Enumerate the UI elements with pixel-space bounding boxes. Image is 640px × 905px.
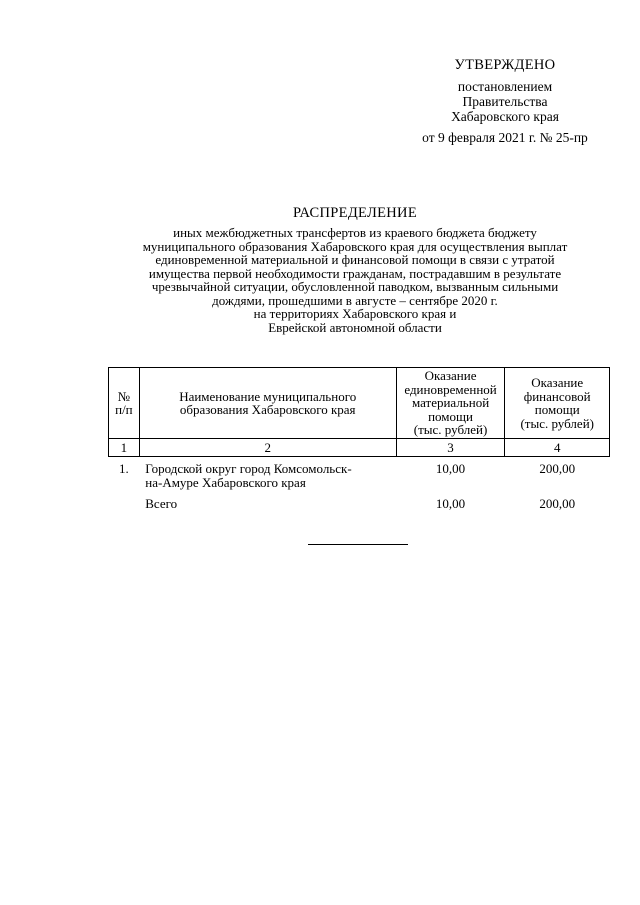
end-rule — [308, 544, 408, 545]
header-text: № — [117, 388, 131, 404]
description-line: имущества первой необходимости гражданам, пострадавшим в результате — [148, 265, 562, 281]
header-text: (тыс. рублей) — [520, 415, 594, 431]
header-text: материальной — [411, 395, 490, 411]
approval-line: Хабаровского края — [451, 109, 559, 124]
description-line: муниципального образования Хабаровского края для осуществления выплат — [142, 238, 568, 254]
approval-stamp: УТВЕРЖДЕНО — [454, 57, 556, 73]
total-financial-aid: 200,00 — [539, 496, 576, 511]
header-text: Оказание — [531, 375, 584, 390]
header-text: Оказание — [424, 368, 477, 384]
description-line: дождями, прошедшими в августе – сентябре 2020 г. — [212, 292, 498, 308]
column-number-row — [109, 439, 610, 457]
column-number: 1 — [109, 439, 140, 457]
description-line: чрезвычайной ситуации, обусловленной паводком, вызванным сильными — [151, 279, 559, 294]
header-municipality — [139, 368, 396, 439]
approval-date: от 9 февраля 2021 г. № 25-пр — [422, 130, 588, 145]
header-text: образования Хабаровского края — [179, 402, 356, 417]
header-text: единовременной — [404, 381, 497, 397]
total-label: Всего — [145, 496, 178, 511]
total-row — [109, 489, 610, 511]
column-number: 4 — [505, 439, 610, 457]
description-line: на территориях Хабаровского края и — [253, 306, 457, 321]
header-text: Наименование муниципального — [179, 388, 357, 404]
description-line: Еврейской автономной области — [268, 319, 442, 335]
document-heading — [105, 205, 605, 334]
municipality-line: Городской округ город Комсомольск- — [145, 461, 352, 476]
distribution-table — [108, 367, 610, 511]
document-title: РАСПРЕДЕЛЕНИЕ — [293, 205, 417, 221]
description-line: иных межбюджетных трансфертов из краевого бюджета бюджету — [173, 225, 537, 240]
header-financial-aid — [505, 368, 610, 439]
row-financial-aid: 200,00 — [539, 461, 576, 476]
table-header-row — [109, 368, 610, 439]
municipality-line: на-Амуре Хабаровского края — [145, 474, 306, 490]
approval-block — [380, 58, 630, 145]
header-number — [109, 368, 140, 439]
row-material-aid: 10,00 — [435, 461, 466, 476]
header-text: помощи — [428, 408, 473, 424]
header-text: п/п — [115, 402, 133, 417]
header-material-aid — [396, 368, 505, 439]
total-empty-cell — [109, 489, 140, 511]
column-number: 2 — [139, 439, 396, 457]
row-number: 1. — [119, 461, 129, 476]
column-number: 3 — [396, 439, 505, 457]
header-text: помощи — [534, 402, 580, 417]
header-text: (тыс. рублей) — [413, 422, 488, 438]
table-row — [109, 457, 610, 490]
header-text: финансовой — [523, 388, 591, 404]
description-line: единовременной материальной и финансовой помощи в связи с утратой — [155, 252, 555, 267]
row-municipality — [139, 457, 396, 490]
total-material-aid: 10,00 — [435, 496, 466, 511]
approval-line: постановлением — [457, 79, 553, 94]
approval-line: Правительства — [462, 94, 548, 109]
document-description — [105, 226, 605, 334]
